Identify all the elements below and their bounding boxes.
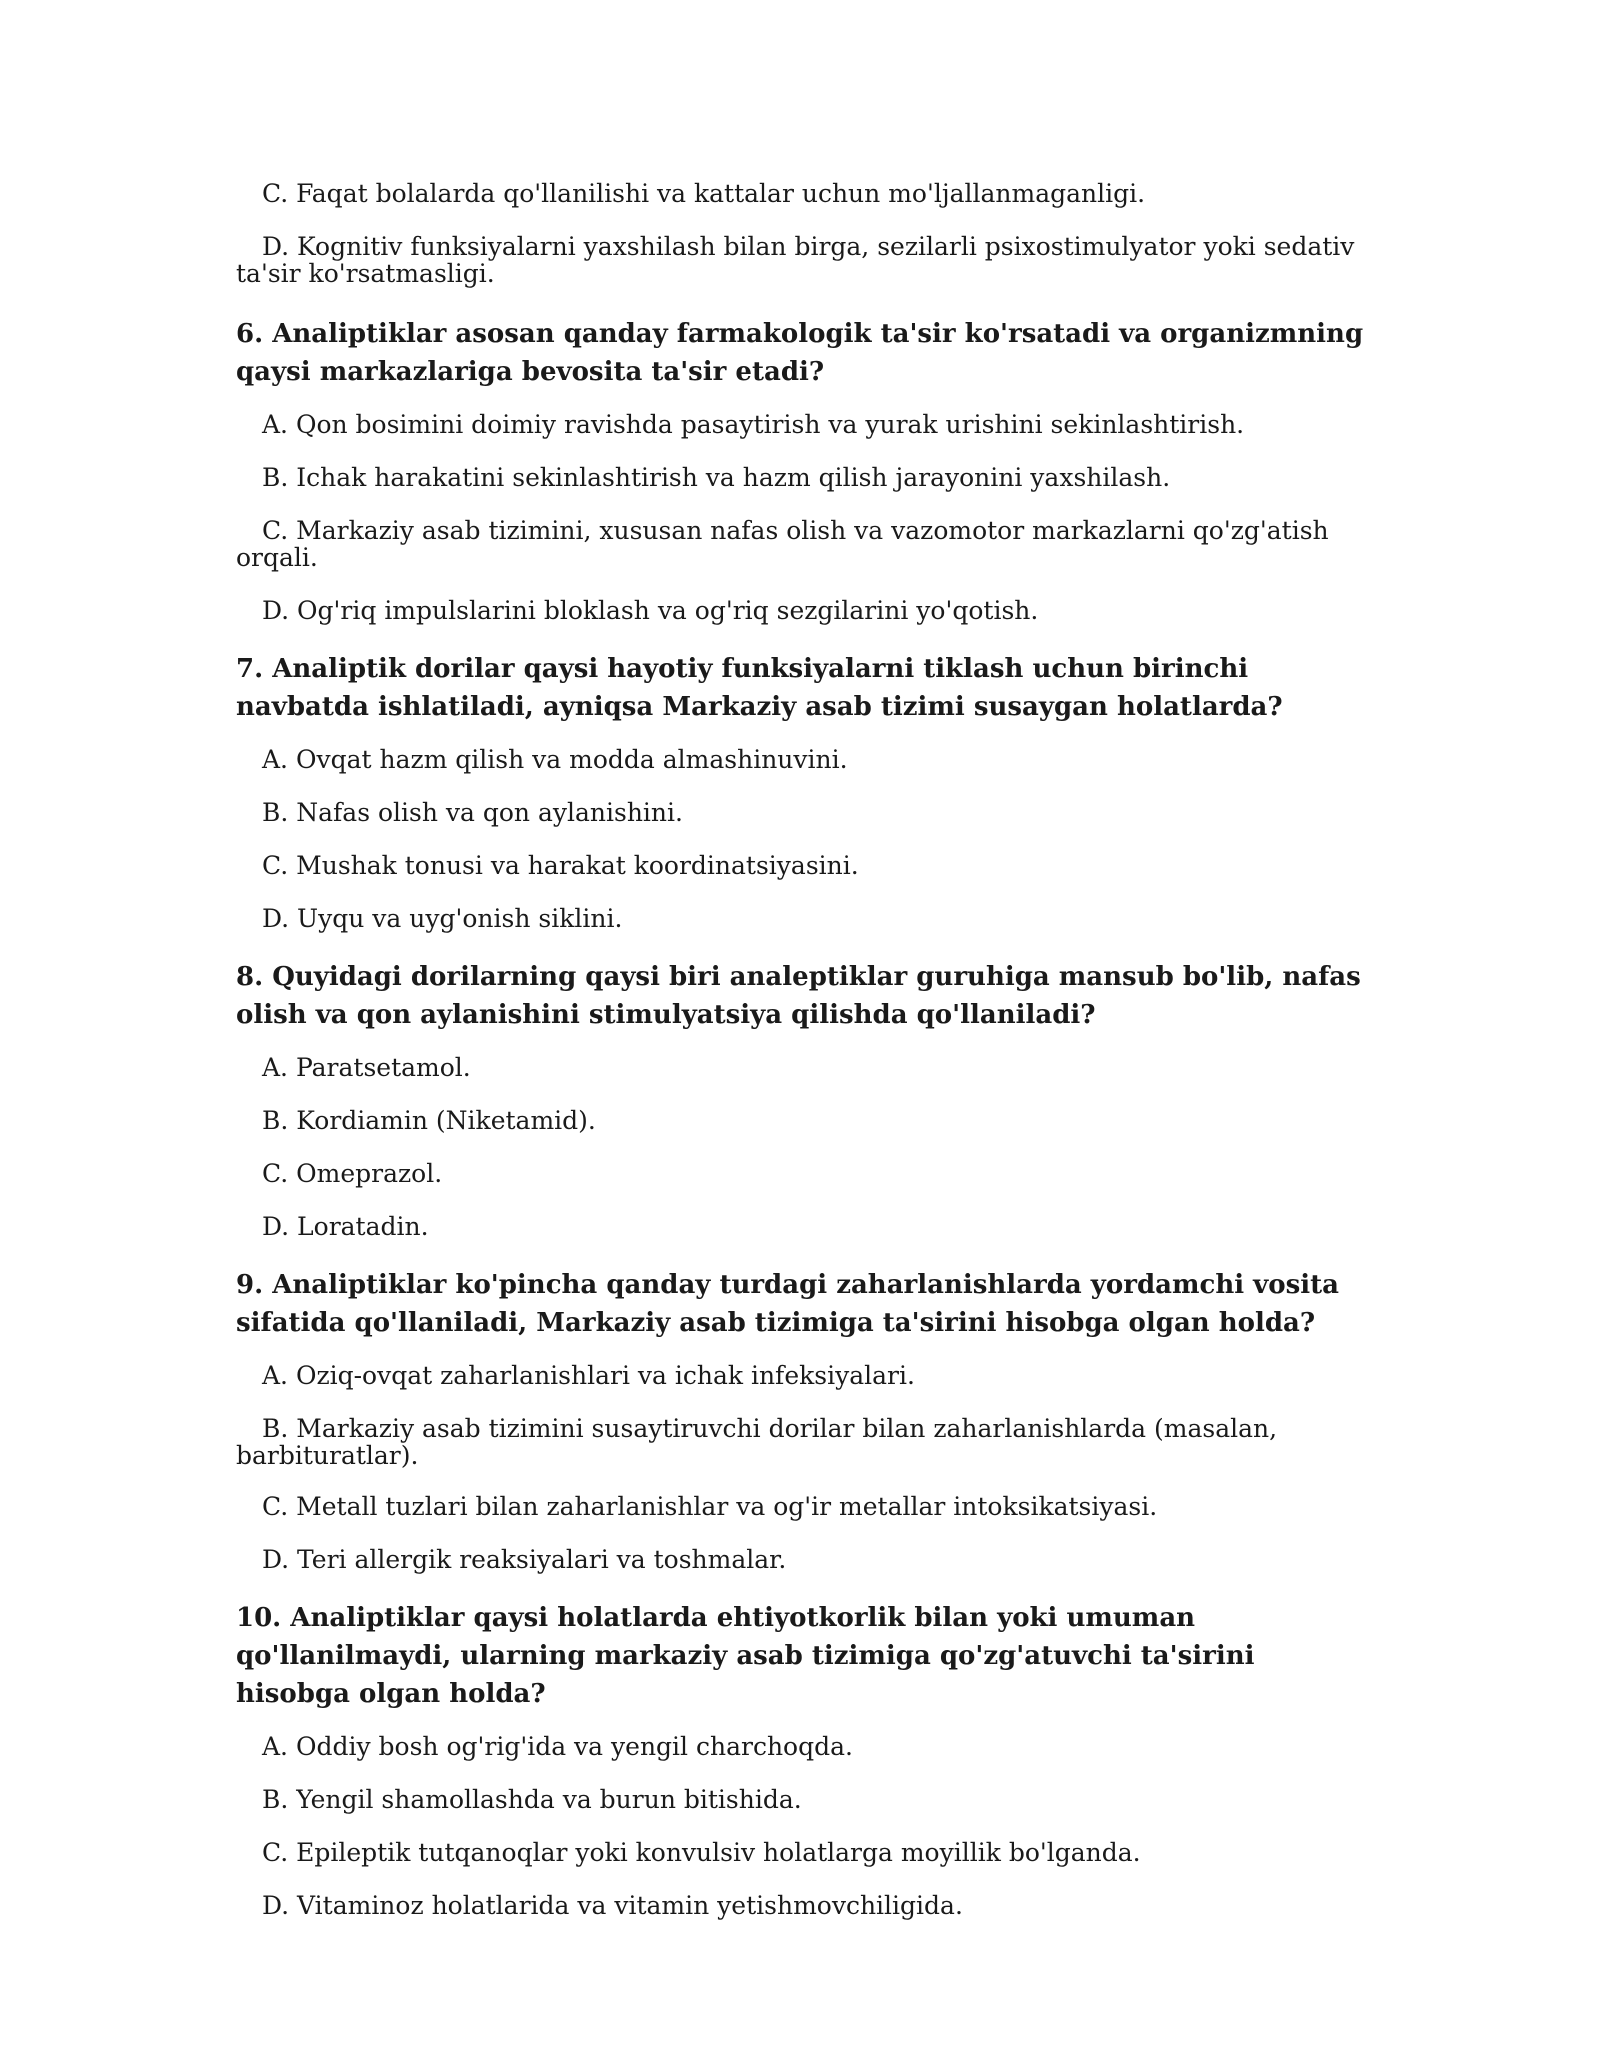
- question-6: [236, 315, 1366, 624]
- question-10: [236, 1599, 1366, 1919]
- option-a: A. Oziq-ovqat zaharlanishlari va ichak infeksiyalari.: [262, 1361, 915, 1390]
- question-5-tail: [236, 180, 1366, 287]
- option-d: D. Uyqu va uyg'onish siklini.: [262, 904, 623, 933]
- option-d: D. Loratadin.: [262, 1212, 429, 1241]
- option-c: C. Markaziy asab tizimini, xususan nafas olish va vazomotor markazlarni qo'zg'atish orqali.: [236, 516, 1329, 572]
- question-text: 10. Analiptiklar qaysi holatlarda ehtiyotkorlik bilan yoki umuman qo'llanilmaydi, ularning markaziy asab tizimiga qo'zg'atuvchi ta'sirini hisobga olgan holda?: [236, 1603, 1255, 1709]
- option-d: D. Teri allergik reaksiyalari va toshmalar.: [262, 1545, 787, 1574]
- option-a: A. Ovqat hazm qilish va modda almashinuvini.: [262, 745, 848, 774]
- option-c: C. Mushak tonusi va harakat koordinatsiyasini.: [262, 851, 859, 880]
- question-7: [236, 650, 1366, 932]
- option-c: C. Metall tuzlari bilan zaharlanishlar va og'ir metallar intoksikatsiyasi.: [262, 1492, 1158, 1521]
- option-b: B. Kordiamin (Niketamid).: [262, 1106, 596, 1135]
- question-text: 6. Analiptiklar asosan qanday farmakologik ta'sir ko'rsatadi va organizmning qaysi markazlariga bevosita ta'sir etadi?: [236, 319, 1364, 387]
- option-d: D. Vitaminoz holatlarida va vitamin yetishmovchiligida.: [262, 1891, 963, 1920]
- option-d: D. Og'riq impulslarini bloklash va og'riq sezgilarini yo'qotish.: [262, 596, 1039, 625]
- option-b: B. Yengil shamollashda va burun bitishida.: [262, 1785, 802, 1814]
- option-b: B. Nafas olish va qon aylanishini.: [262, 798, 683, 827]
- option-a: A. Oddiy bosh og'rig'ida va yengil charchoqda.: [262, 1732, 853, 1761]
- question-text: 9. Analiptiklar ko'pincha qanday turdagi zaharlanishlarda yordamchi vosita sifatida qo'llaniladi, Markaziy asab tizimiga ta'sirini hisobga olgan holda?: [236, 1270, 1339, 1338]
- option-b: B. Markaziy asab tizimini susaytiruvchi dorilar bilan zaharlanishlarda (masalan, barbituratlar).: [236, 1414, 1278, 1470]
- option-a: A. Paratsetamol.: [262, 1053, 471, 1082]
- question-text: 8. Quyidagi dorilarning qaysi biri analeptiklar guruhiga mansub bo'lib, nafas olish va qon aylanishini stimulyatsiya qilishda qo'llaniladi?: [236, 962, 1361, 1030]
- option-b: B. Ichak harakatini sekinlashtirish va hazm qilish jarayonini yaxshilash.: [262, 463, 1171, 492]
- document-page: [236, 180, 1366, 1945]
- option-a: A. Qon bosimini doimiy ravishda pasaytirish va yurak urishini sekinlashtirish.: [262, 410, 1245, 439]
- question-8: [236, 958, 1366, 1240]
- option-d: D. Kognitiv funksiyalarni yaxshilash bilan birga, sezilarli psixostimulyator yoki sedativ ta'sir ko'rsatmasligi.: [236, 232, 1355, 288]
- option-c: C. Omeprazol.: [262, 1159, 443, 1188]
- question-text: 7. Analiptik dorilar qaysi hayotiy funksiyalarni tiklash uchun birinchi navbatda ishlatiladi, ayniqsa Markaziy asab tizimi susaygan holatlarda?: [236, 654, 1283, 722]
- question-9: [236, 1266, 1366, 1573]
- option-c: C. Faqat bolalarda qo'llanilishi va kattalar uchun mo'ljallanmaganligi.: [262, 179, 1146, 208]
- option-c: C. Epileptik tutqanoqlar yoki konvulsiv holatlarga moyillik bo'lganda.: [262, 1838, 1141, 1867]
